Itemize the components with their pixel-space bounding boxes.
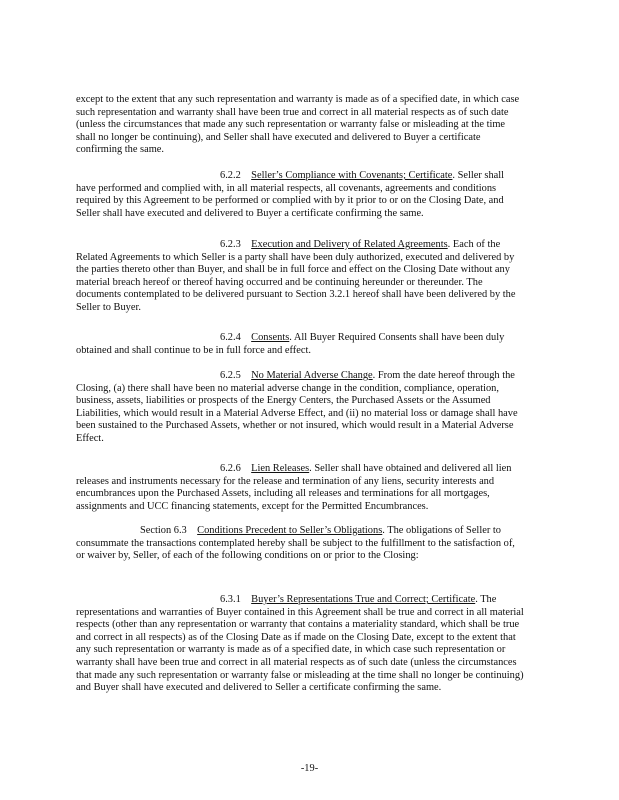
section-heading: Seller’s Compliance with Covenants; Certificate [251, 170, 453, 181]
section-heading: Lien Releases [251, 463, 310, 474]
section-6-3-1 [76, 594, 524, 695]
section-heading: Conditions Precedent to Seller’s Obligations [197, 525, 383, 536]
section-number: 6.2.6 [220, 463, 241, 474]
section-6-2-4 [76, 332, 524, 357]
section-heading: Consents [251, 332, 290, 343]
section-number: 6.2.3 [220, 239, 241, 250]
section-number: 6.3.1 [220, 594, 241, 605]
section-body: . Seller shall have performed and complied with, in all material respects, all covenants, agreements and conditions required by this Agreement to be performed or complied with by it prior to or on the Closing Date, and Seller shall have executed and delivered to Buyer a certificate confirming the same. [76, 170, 505, 219]
section-6-2-3 [76, 239, 524, 315]
section-heading: Buyer’s Representations True and Correct; Certificate [251, 594, 476, 605]
section-number: Section 6.3 [140, 525, 187, 536]
section-body: . Seller shall have obtained and delivered all lien releases and instruments necessary for the release and termination of any liens, security interests and encumbrances upon the Purchased Assets, including all releases and terminations for all mortgages, assignments and UCC financing statements, except for the Permitted Encumbrances. [76, 463, 512, 512]
section-body: . All Buyer Required Consents shall have been duly obtained and shall continue to be in full force and effect. [76, 332, 505, 356]
section-body: . The representations and warranties of Buyer contained in this Agreement shall be true and correct in all material respects (other than any representation or warranty that contains a materiality standard, which shall be true and correct in all respects) as of the Closing Date as if made on the Closing Date, except to the extent that any such representation or warranty is made as of a specified date, in which case such representation or warranty shall have been true and correct in all material respects as of such date (unless the circumstances that made any such representation or warranty false or misleading at the time shall no longer be continuing) and Buyer shall have executed and delivered to Seller a certificate confirming the same. [76, 594, 524, 694]
section-body: . Each of the Related Agreements to which Seller is a party shall have been duly authorized, executed and delivered by the parties thereto other than Buyer, and shall be in full force and effect on the Closing Date without any material breach hereof or thereof having occurred and be continuing hereunder or thereunder. The documents contemplated to be delivered pursuant to Section 3.2.1 hereof shall have been delivered by the Seller to Buyer. [76, 239, 516, 313]
page-number: -19- [300, 763, 319, 774]
paragraph-continuation: except to the extent that any such representation and warranty is made as of a specified date, in which case such representation and warranty shall have been true and correct in all material respects as of such date (unless the circumstances that made any such representation or warranty false or misleading at the time shall no longer be continuing), and Seller shall have executed and delivered to Buyer a certificate confirming the same. [76, 94, 520, 156]
section-6-2-5 [76, 370, 524, 446]
section-6-2-2 [76, 170, 524, 220]
section-body: . From the date hereof through the Closing, (a) there shall have been no material adverse change in the condition, compliance, operation, business, assets, liabilities or prospects of the Energy Centers, the Purchased Assets or the Assumed Liabilities, which would result in a Material Adverse Effect, and (ii) no material loss or damage shall have been sustained to the Purchased Assets, whether or not insured, which would result in a Material Adverse Effect. [76, 370, 518, 444]
section-number: 6.2.2 [220, 170, 241, 181]
section-heading: Execution and Delivery of Related Agreements [251, 239, 448, 250]
section-number: 6.2.5 [220, 370, 241, 381]
section-6-3 [76, 525, 524, 563]
section-body: . The obligations of Seller to consummate the transactions contemplated hereby shall be subject to the fulfillment to the satisfaction of, or waiver by, Seller, of each of the following conditions on or prior to the Closing: [76, 525, 515, 562]
section-6-2-6 [76, 463, 524, 513]
section-number: 6.2.4 [220, 332, 241, 343]
section-heading: No Material Adverse Change [251, 370, 373, 381]
